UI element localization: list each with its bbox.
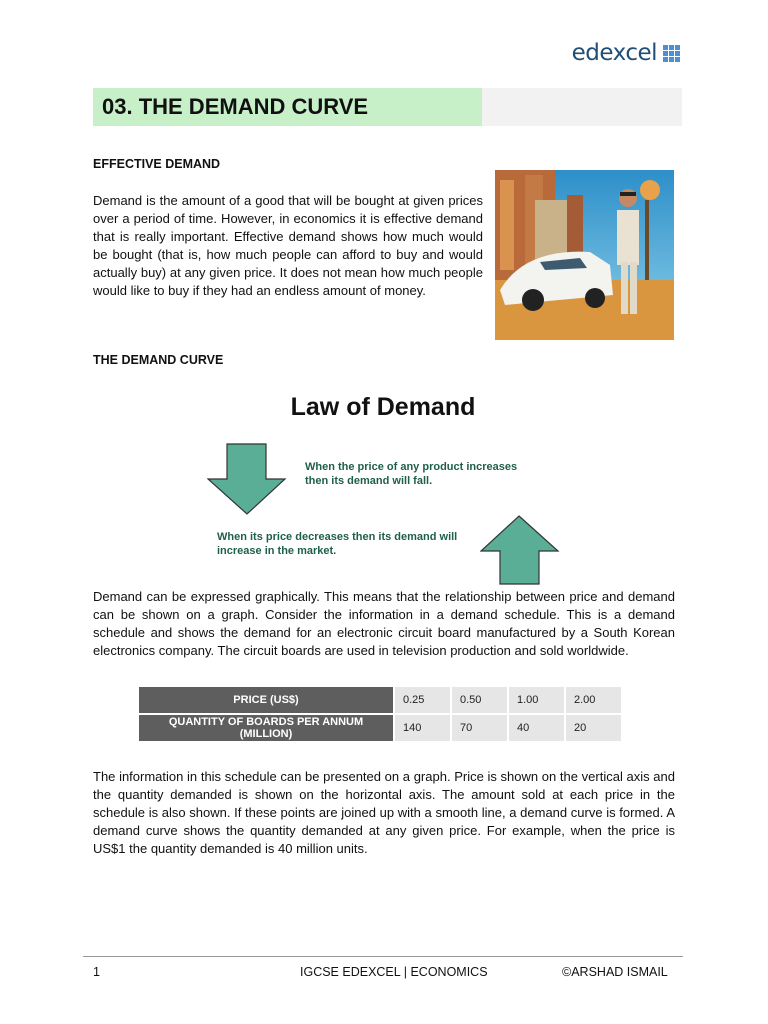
quantity-cell: 20 (566, 715, 621, 741)
arrow-down-icon (207, 443, 287, 515)
footer-course: IGCSE EDEXCEL | ECONOMICS (300, 965, 488, 979)
footer-author: ©ARSHAD ISMAIL (562, 965, 668, 979)
page-title: 03. THE DEMAND CURVE (102, 94, 369, 119)
title-highlight (93, 88, 482, 126)
edexcel-logo (572, 40, 680, 66)
demand-schedule-paragraph: Demand can be expressed graphically. This means that the relationship between price and demand can be shown on a graph. Consider the information in a demand schedule. This is a demand schedule and shows the demand for an electronic circuit board manufactured by a South Korean electronics company. The circuit boards are used in television production and sold worldwide. (93, 589, 675, 658)
price-cell: 0.50 (452, 687, 507, 713)
quantity-cell: 40 (509, 715, 564, 741)
quantity-header: QUANTITY OF BOARDS PER ANNUM (MILLION) (139, 715, 393, 741)
demand-schedule-table (137, 685, 623, 743)
section-heading-effective-demand: EFFECTIVE DEMAND (93, 157, 221, 171)
page-number: 1 (93, 965, 100, 979)
effective-demand-paragraph: Demand is the amount of a good that will be bought at given prices over a period of time. However, in economics it is effective demand that is really important. Effective demand shows how much would be bought (that is, how much people can afford to buy and would actually buy) at any given price. It does not mean how much people would like to buy if they had an endless amount of money. (93, 193, 483, 298)
footer-divider (83, 956, 683, 957)
price-cell: 1.00 (509, 687, 564, 713)
logo-grid-icon (663, 45, 680, 62)
law-of-demand-title: Law of Demand (290, 393, 476, 421)
table-row-price (139, 687, 621, 713)
graph-explanation-paragraph: The information in this schedule can be presented on a graph. Price is shown on the vertical axis and the quantity demanded is shown on the horizontal axis. The amount sold at each price in the schedule is also shown. If these points are joined up with a smooth line, a demand curve is formed. A demand curve shows the quantity demanded at any given price. For example, when the price is US$1 the quantity demanded is 40 million units. (93, 769, 675, 856)
note-price-decrease: When its price decreases then its demand will increase in the market. (217, 531, 458, 557)
section-heading-demand-curve: THE DEMAND CURVE (93, 353, 224, 367)
table-row-quantity (139, 715, 621, 741)
price-cell: 0.25 (395, 687, 450, 713)
quantity-cell: 70 (452, 715, 507, 741)
quantity-cell: 140 (395, 715, 450, 741)
price-cell: 2.00 (566, 687, 621, 713)
businessman-car-illustration (495, 170, 674, 340)
logo-text: edexcel (571, 40, 657, 66)
price-header: PRICE (US$) (139, 687, 393, 713)
note-price-increase: When the price of any product increases then its demand will fall. (305, 461, 518, 487)
arrow-up-icon (480, 515, 560, 585)
